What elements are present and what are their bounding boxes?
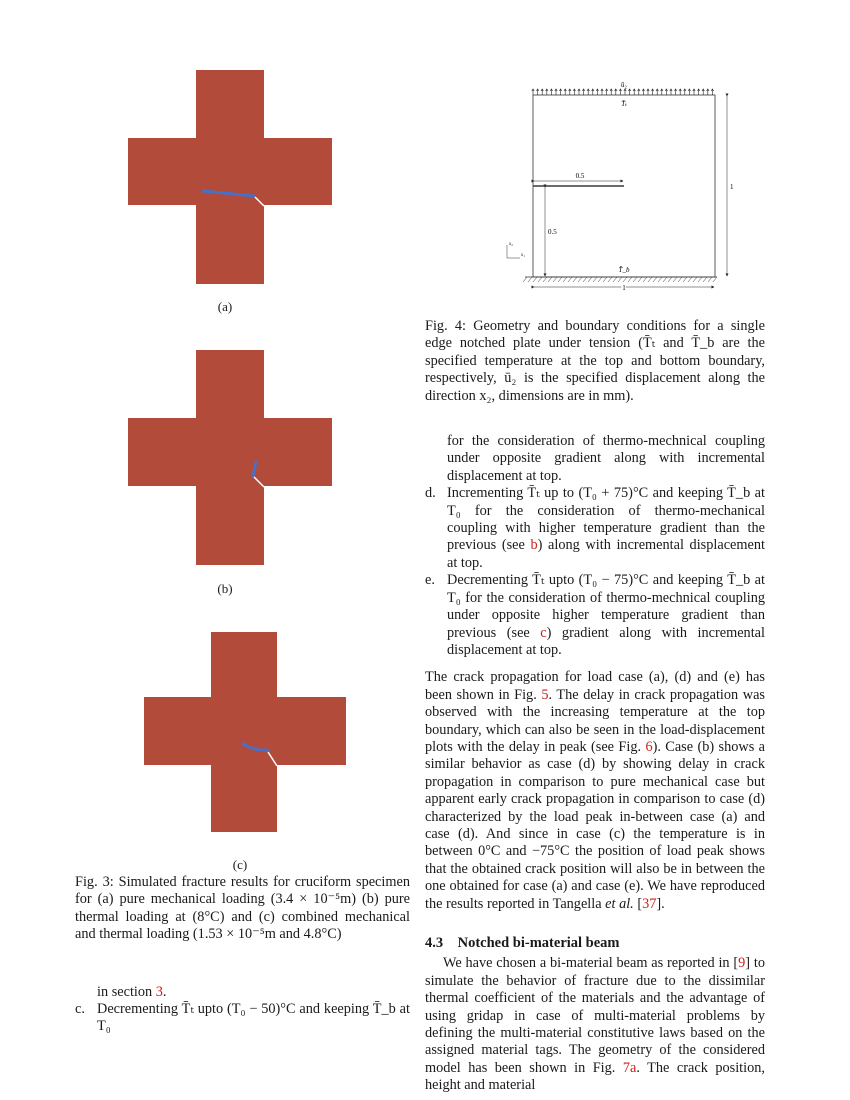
section-number: 4.3 xyxy=(425,935,444,951)
text: et al. xyxy=(605,895,634,912)
text: . The crack position, height and material xyxy=(425,1059,765,1094)
subfigure-label-b: (b) xyxy=(217,581,233,596)
text: . The delay in crack propagation was observed with the increasing temperature at the top boundary, which can also be seen in the load-displacement plots with the delay in peak (see Fig. xyxy=(425,686,765,755)
hatch-line xyxy=(708,277,712,282)
text: ) along with incremental displacement at top. xyxy=(447,537,765,571)
crack-c xyxy=(243,744,268,750)
hatch-line xyxy=(698,277,702,282)
support-hatch xyxy=(523,277,717,282)
text: We have chosen a bi-material beam as reported in [ xyxy=(443,955,739,972)
text: The crack propagation for load case (a), (d) and (e) has been shown in Fig. xyxy=(425,669,765,703)
text: Incrementing T̄ₜ up to (T₀ + 75)°C and keeping T̄_b at T₀ for the consideration of thermo-mechanical coupling with higher temperature gradient than the previous (see xyxy=(447,485,765,554)
text: ]. xyxy=(656,895,665,912)
crack-a xyxy=(203,191,254,196)
text: ). Case (b) shows a similar behavior as case (d) by showing delay in crack propagation in comparison to pure mechanical case but apparent early crack propagation in comparison to case (d) characterized by the load peak in-between case (a) and case (d). And since in case (c) the temperature is in between 0°C and −75°C the position of load peak shows that the obtained crack position will also be in between the one obtained for case (a) and case (e). We have reproduced the results reported in Tangella xyxy=(425,738,765,912)
list-text: Decrementing T̄ₜ upto (T₀ − 50)°C and keeping T̄_b at T₀ xyxy=(97,1001,410,1035)
hatch-line xyxy=(618,277,622,282)
text: in section xyxy=(97,983,156,1000)
hatch-line xyxy=(598,277,602,282)
hatch-line xyxy=(573,277,577,282)
hatch-line xyxy=(693,277,697,282)
label-x1: x₁ xyxy=(521,253,525,258)
top-displacement-arrows xyxy=(532,89,714,95)
hatch-line xyxy=(648,277,652,282)
label-x2: x₂ xyxy=(509,242,513,247)
specimen-b xyxy=(128,350,332,565)
list-item-d xyxy=(425,485,765,572)
paragraph-crack-propagation xyxy=(425,669,765,913)
hatch-line xyxy=(673,277,677,282)
list-label: c. xyxy=(75,1001,85,1018)
text: [ xyxy=(633,895,643,912)
label-Tb: T̄_b xyxy=(618,266,630,274)
text: ] to simulate the behavior of fracture due to the dissimilar thermal coefficient of the materials and the advantage of using gridap in case of multi-material problems by defining the multi-material constitutive laws based on the assigned material tags. The geometry of the considered model has been shown in Fig. xyxy=(425,955,765,1076)
notch-a xyxy=(255,197,264,206)
list-item-c xyxy=(75,1001,410,1036)
hatch-line xyxy=(628,277,632,282)
specimen-c xyxy=(144,632,346,832)
label-notch-length: 0.5 xyxy=(575,172,585,180)
hatch-line xyxy=(688,277,692,282)
specimen-a xyxy=(128,70,332,284)
hatch-line xyxy=(568,277,572,282)
hatch-line xyxy=(658,277,662,282)
hatch-line xyxy=(593,277,597,282)
hatch-line xyxy=(643,277,647,282)
hatch-line xyxy=(613,277,617,282)
hatch-line xyxy=(558,277,562,282)
fig5-link[interactable]: 5 xyxy=(541,686,549,703)
notch-c xyxy=(268,752,277,766)
list-label: e. xyxy=(425,572,435,589)
list-item-c-continuation: for the consideration of thermo-mechnical coupling under opposite gradient along with incremental displacement at top. xyxy=(447,433,765,484)
hatch-line xyxy=(563,277,567,282)
hatch-line xyxy=(538,277,542,282)
hatch-line xyxy=(583,277,587,282)
section-title: Notched bi-material beam xyxy=(457,935,620,951)
hatch-line xyxy=(678,277,682,282)
case-b-link[interactable]: b xyxy=(530,537,538,554)
hatch-line xyxy=(668,277,672,282)
hatch-line xyxy=(703,277,707,282)
left-column-lower xyxy=(75,874,410,1036)
label-Tt: T̄ₜ xyxy=(621,100,627,108)
hatch-line xyxy=(543,277,547,282)
figure3-caption: Fig. 3: Simulated fracture results for cruciform specimen for (a) pure mechanical loading (3.4 × 10⁻⁵m) (b) pure thermal loading at (8°C) and (c) combined mechanical and thermal loading (1.53 × 10⁻⁵m and 4.8°C) xyxy=(75,874,410,943)
hatch-line xyxy=(663,277,667,282)
figure4-caption: Fig. 4: Geometry and boundary conditions for a single edge notched plate under tension (T̄ₜ and T̄_b are the specified temperature at the top and bottom boundary, respectively, ū₂ is the specified displacement along the direction x₂, dimensions are in mm). xyxy=(425,318,765,404)
list-item-e xyxy=(425,572,765,659)
hatch-line xyxy=(528,277,532,282)
label-notch-height: 0.5 xyxy=(548,228,557,236)
list-label: d. xyxy=(425,485,436,502)
hatch-line xyxy=(533,277,537,282)
fig6-link[interactable]: 6 xyxy=(645,738,653,755)
hatch-line xyxy=(603,277,607,282)
section-continuation xyxy=(75,984,410,1001)
hatch-line xyxy=(653,277,657,282)
text: ) gradient along with incremental displacement at top. xyxy=(447,624,765,658)
hatch-line xyxy=(633,277,637,282)
section-ref-link[interactable]: 3 xyxy=(155,983,163,1000)
right-column-text xyxy=(425,318,765,1095)
hatch-line xyxy=(608,277,612,282)
hatch-line xyxy=(713,277,717,282)
text: Decrementing T̄ₜ upto (T₀ − 75)°C and keeping T̄_b at T₀ for the consideration of thermo-mechnical coupling under opposite higher temperature gradient than previous (see xyxy=(447,572,765,641)
hatch-line xyxy=(578,277,582,282)
crack-b xyxy=(253,462,256,476)
section-heading xyxy=(425,935,765,952)
plate-geometry-diagram xyxy=(495,75,745,300)
hatch-line xyxy=(553,277,557,282)
hatch-line xyxy=(588,277,592,282)
text: . xyxy=(162,983,167,1000)
hatch-line xyxy=(623,277,627,282)
paragraph-bimaterial xyxy=(425,955,765,1094)
subfigure-label-c: (c) xyxy=(232,857,248,872)
hatch-line xyxy=(683,277,687,282)
hatch-line xyxy=(523,277,527,282)
citation-9-link[interactable]: 9 xyxy=(738,955,746,972)
label-u2: ū₂ xyxy=(621,81,627,89)
case-c-link[interactable]: c xyxy=(540,624,547,641)
fig7a-link[interactable]: 7a xyxy=(622,1059,637,1076)
subfigure-label-a: (a) xyxy=(217,299,233,314)
hatch-line xyxy=(638,277,642,282)
label-width: 1 xyxy=(622,284,626,292)
notch-b xyxy=(254,477,264,487)
label-height: 1 xyxy=(730,183,734,191)
citation-37-link[interactable]: 37 xyxy=(642,895,657,912)
hatch-line xyxy=(548,277,552,282)
